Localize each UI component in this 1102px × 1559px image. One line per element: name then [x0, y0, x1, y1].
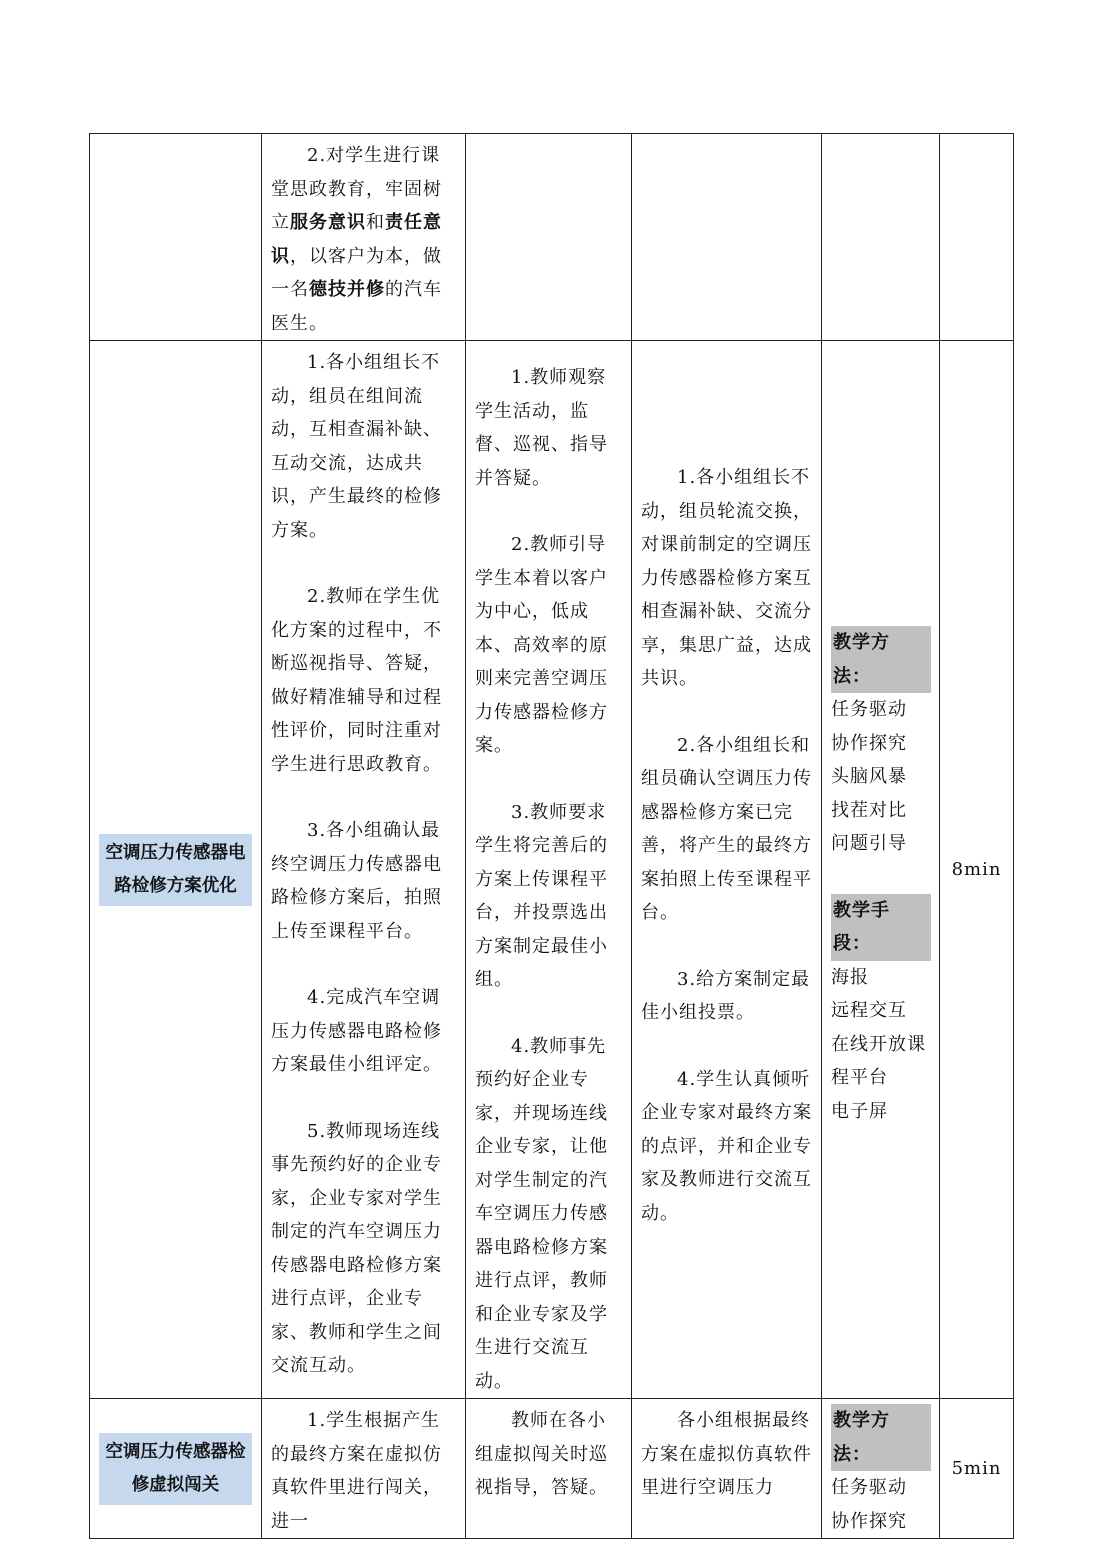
teaching-content-cell [262, 134, 466, 341]
methods-heading: 教学方法： [831, 1404, 931, 1471]
teacher-paragraph: 1.教师观察学生活动，监督、巡视、指导并答疑。 [475, 367, 608, 489]
content-paragraph: 3.各小组确认最终空调压力传感器电路检修方案后，拍照上传至课程平台。 [271, 820, 442, 942]
student-paragraph: 各小组根据最终方案在虚拟仿真软件里进行空调压力 [641, 1410, 812, 1498]
bold-term: 德技并修 [309, 279, 385, 300]
student-activity-cell [632, 134, 822, 341]
method-item: 协作探究 [831, 1510, 907, 1532]
time-cell [940, 134, 1014, 341]
method-item: 任务驱动 [831, 699, 907, 720]
means-item: 远程交互 [831, 1000, 907, 1021]
methods-heading: 教学方法： [831, 626, 931, 693]
method-item: 问题引导 [831, 833, 907, 854]
time-cell: 5min [940, 1399, 1014, 1539]
student-paragraph: 3.给方案制定最佳小组投票。 [641, 968, 811, 1023]
teaching-content-cell [262, 1399, 466, 1539]
method-item: 头脑风暴 [831, 766, 907, 787]
teacher-paragraph: 4.教师事先预约好企业专家，并现场连线企业专家，让他对学生制定的汽车空调压力传感器电路检修方案进行点评，教师和企业专家及学生进行交流互动。 [475, 1035, 608, 1392]
teaching-content-cell [262, 341, 466, 1399]
method-item: 找茬对比 [831, 799, 907, 821]
content-paragraph: 5.教师现场连线事先预约好的企业专家，企业专家对学生制定的汽车空调压力传感器电路检修方案进行点评，企业专家、教师和学生之间交流互动。 [271, 1120, 442, 1376]
stage-cell [90, 1399, 262, 1539]
teacher-activity-cell [466, 134, 632, 341]
time-cell: 8min [940, 341, 1014, 1399]
content-paragraph: 1.各小组组长不动，组员在组间流动，互相查漏补缺、互动交流，达成共识，产生最终的检修方案。 [271, 352, 442, 541]
bold-term: 服务意识 [290, 212, 366, 233]
teacher-activity-cell [466, 341, 632, 1399]
means-item: 海报 [831, 966, 869, 988]
content-paragraph: 4.完成汽车空调压力传感器电路检修方案最佳小组评定。 [271, 987, 442, 1075]
teacher-activity-cell [466, 1399, 632, 1539]
method-item: 任务驱动 [831, 1477, 907, 1498]
student-activity-cell [632, 341, 822, 1399]
stage-cell [90, 134, 262, 341]
student-activity-cell [632, 1399, 822, 1539]
method-cell [822, 134, 940, 341]
means-item: 电子屏 [831, 1100, 888, 1122]
stage-label: 空调压力传感器电路检修方案优化 [99, 834, 252, 906]
table-row [90, 134, 1014, 341]
teacher-paragraph: 2.教师引导学生本着以客户为中心，低成本、高效率的原则来完善空调压力传感器检修方案。 [475, 534, 608, 756]
method-cell [822, 341, 940, 1399]
teacher-paragraph: 3.教师要求学生将完善后的方案上传课程平台，并投票选出方案制定最佳小组。 [475, 801, 608, 990]
student-paragraph: 4.学生认真倾听企业专家对最终方案的点评，并和企业专家及教师进行交流互动。 [641, 1068, 812, 1224]
content-paragraph: 2.教师在学生优化方案的过程中，不断巡视指导、答疑，做好精准辅导和过程性评价，同时注重对学生进行思政教育。 [271, 586, 442, 775]
table-row [90, 1399, 1014, 1539]
stage-label: 空调压力传感器检修虚拟闯关 [99, 1433, 252, 1505]
ideology-paragraph: 2.对学生进行课堂思政教育，牢固树立服务意识和责任意识，以客户为本，做一名德技并修的汽车医生。 [271, 145, 442, 334]
method-item: 协作探究 [831, 732, 907, 754]
table-row [90, 341, 1014, 1399]
bold-term: 责任意识 [271, 212, 442, 267]
student-paragraph: 1.各小组组长不动，组员轮流交换，对课前制定的空调压力传感器检修方案互相查漏补缺、交流分享，集思广益，达成共识。 [641, 467, 812, 689]
means-item: 在线开放课程平台 [831, 1033, 926, 1088]
means-heading: 教学手段： [831, 894, 931, 961]
student-paragraph: 2.各小组组长和组员确认空调压力传感器检修方案已完善，将产生的最终方案拍照上传至课程平台。 [641, 734, 812, 923]
teacher-paragraph: 教师在各小组虚拟闯关时巡视指导，答疑。 [475, 1410, 608, 1498]
method-cell [822, 1399, 940, 1539]
stage-cell [90, 341, 262, 1399]
lesson-plan-table [89, 133, 1014, 1539]
content-paragraph: 1.学生根据产生的最终方案在虚拟仿真软件里进行闯关，进一 [271, 1410, 442, 1532]
